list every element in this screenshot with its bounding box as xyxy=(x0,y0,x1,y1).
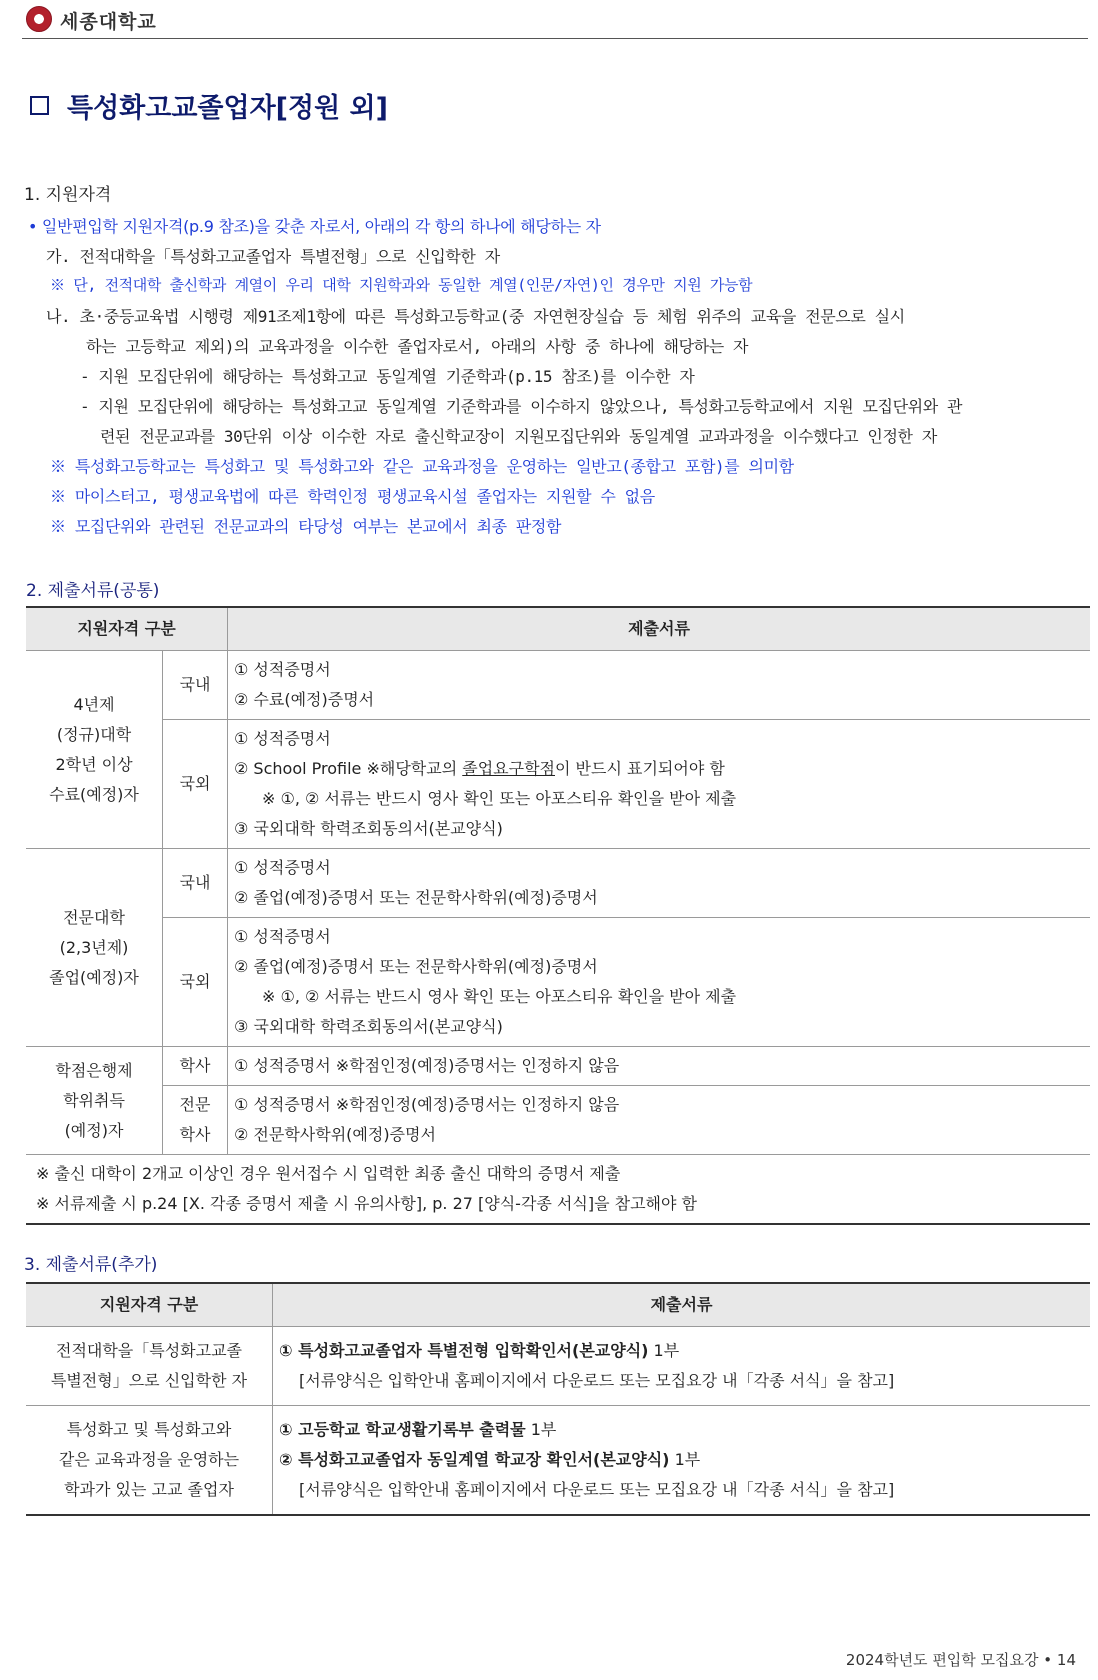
note-meister-school: ※ 마이스터고, 평생교육법에 따른 학력인정 평생교육시설 졸업자는 지원할 수 없음 xyxy=(50,487,655,506)
item-na-line2: 하는 고등학교 제외)의 교육과정을 이수한 졸업자로서, 아래의 사항 중 하나에 해당하는 자 xyxy=(86,337,749,356)
documents-cell: ① 특성화고교졸업자 특별전형 입학확인서(본교양식) 1부 [서류양식은 입학안내 홈페이지에서 다운로드 또는 모집요강 내「각종 서식」을 참고] xyxy=(273,1327,1091,1406)
additional-documents-table xyxy=(26,1282,1090,1516)
section-1-heading: 1. 지원자격 xyxy=(24,185,112,205)
item-na-line1: 나. 초·중등교육법 시행령 제91조제1항에 따른 특성화고등학교(중 자연현장실습 등 체험 위주의 교육을 전문으로 실시 xyxy=(46,307,905,326)
table-notes: ※ 출신 대학이 2개교 이상인 경우 원서접수 시 입력한 최종 출신 대학의 증명서 제출 ※ 서류제출 시 p.24 [Ⅹ. 각종 증명서 제출 시 유의사항], p. 27 [양식-각종 서식]을 참고해야 함 xyxy=(26,1155,1090,1225)
checkbox-square-icon xyxy=(30,96,49,115)
column-header-documents: 제출서류 xyxy=(273,1283,1091,1327)
associate-label: 전문 학사 xyxy=(163,1086,228,1155)
item-ga: 가. 전적대학을「특성화고교졸업자 특별전형」으로 신입학한 자 xyxy=(46,247,500,266)
group-credit-bank-label: 학점은행제 학위취득 (예정)자 xyxy=(26,1047,163,1155)
transfer-admission-label: 전적대학을「특성화고교졸 특별전형」으로 신입학한 자 xyxy=(26,1327,273,1406)
domestic-label: 국내 xyxy=(163,651,228,720)
table-row xyxy=(26,720,1090,849)
note-final-decision: ※ 모집단위와 관련된 전문교과의 타당성 여부는 본교에서 최종 판정함 xyxy=(50,517,562,536)
item-ga-note: ※ 단, 전적대학 출신학과 계열이 우리 대학 지원학과와 동일한 계열(인문/자연)인 경우만 지원 가능함 xyxy=(50,276,753,294)
page-footer: 2024학년도 편입학 모집요강 • 14 xyxy=(845,1651,1076,1669)
page-title-text: 특성화고교졸업자[정원 외] xyxy=(67,93,388,124)
group-4year-label: 4년제 (정규)대학 2학년 이상 수료(예정)자 xyxy=(26,651,163,849)
table-note-row xyxy=(26,1155,1090,1225)
university-seal-icon xyxy=(26,6,52,32)
foreign-label: 국외 xyxy=(163,720,228,849)
item-na-dash2-line2: 련된 전문교과를 30단위 이상 이수한 자로 출신학교장이 지원모집단위와 동일계열 교과과정을 이수했다고 인정한 자 xyxy=(100,427,937,446)
table-row xyxy=(26,1406,1090,1516)
item-na-dash1: - 지원 모집단위에 해당하는 특성화고교 동일계열 기준학과(p.15 참조)를 이수한 자 xyxy=(80,367,695,386)
documents-cell: ① 성적증명서 ② 졸업(예정)증명서 또는 전문학사학위(예정)증명서 ※ ①, ② 서류는 반드시 영사 확인 또는 아포스티유 확인을 받아 제출 ③ 국외대학 학력조회동의서(본교양식) xyxy=(228,918,1091,1047)
page-header xyxy=(22,4,1088,39)
item-na-dash2-line1: - 지원 모집단위에 해당하는 특성화고교 동일계열 기준학과를 이수하지 않았으나, 특성화고등학교에서 지원 모집단위와 관 xyxy=(80,397,963,416)
documents-cell: ① 성적증명서 ② School Profile ※해당학교의 졸업요구학점이 반드시 표기되어야 함 ※ ①, ② 서류는 반드시 영사 확인 또는 아포스티유 확인을 받아 제출 ③ 국외대학 학력조회동의서(본교양식) xyxy=(228,720,1091,849)
column-header-qualification: 지원자격 구분 xyxy=(26,1283,273,1327)
table-row xyxy=(26,1086,1090,1155)
column-header-documents: 제출서류 xyxy=(228,607,1091,651)
documents-cell: ① 성적증명서 ※학점인정(예정)증명서는 인정하지 않음 xyxy=(228,1047,1091,1086)
table-row xyxy=(26,1047,1090,1086)
group-college-label: 전문대학 (2,3년제) 졸업(예정)자 xyxy=(26,849,163,1047)
university-logo-text: 세종대학교 xyxy=(60,11,157,33)
section-3-heading: 3. 제출서류(추가) xyxy=(24,1255,158,1275)
documents-cell: ① 고등학교 학교생활기록부 출력물 1부 ② 특성화고교졸업자 동일계열 학교장 확인서(본교양식) 1부 [서류양식은 입학안내 홈페이지에서 다운로드 또는 모집요강 내「각종 서식」을 참고] xyxy=(273,1406,1091,1516)
table-row xyxy=(26,651,1090,720)
note-specialized-school: ※ 특성화고등학교는 특성화고 및 특성화고와 같은 교육과정을 운영하는 일반고(종합고 포함)를 의미함 xyxy=(50,457,794,476)
foreign-label: 국외 xyxy=(163,918,228,1047)
table-row xyxy=(26,849,1090,918)
section-2-heading: 2. 제출서류(공통) xyxy=(26,581,160,601)
documents-cell: ① 성적증명서 ※학점인정(예정)증명서는 인정하지 않음 ② 전문학사학위(예정)증명서 xyxy=(228,1086,1091,1155)
specialized-school-label: 특성화고 및 특성화고와 같은 교육과정을 운영하는 학과가 있는 고교 졸업자 xyxy=(26,1406,273,1516)
table-row xyxy=(26,1327,1090,1406)
bachelor-label: 학사 xyxy=(163,1047,228,1086)
common-documents-table xyxy=(26,606,1090,1225)
domestic-label: 국내 xyxy=(163,849,228,918)
column-header-qualification: 지원자격 구분 xyxy=(26,607,228,651)
eligibility-bullet: • 일반편입학 지원자격(p.9 참조)을 갖춘 자로서, 아래의 각 항의 하나에 해당하는 자 xyxy=(28,217,601,236)
page-title xyxy=(30,86,388,125)
table-row xyxy=(26,918,1090,1047)
documents-cell: ① 성적증명서 ② 졸업(예정)증명서 또는 전문학사학위(예정)증명서 xyxy=(228,849,1091,918)
documents-cell: ① 성적증명서 ② 수료(예정)증명서 xyxy=(228,651,1091,720)
